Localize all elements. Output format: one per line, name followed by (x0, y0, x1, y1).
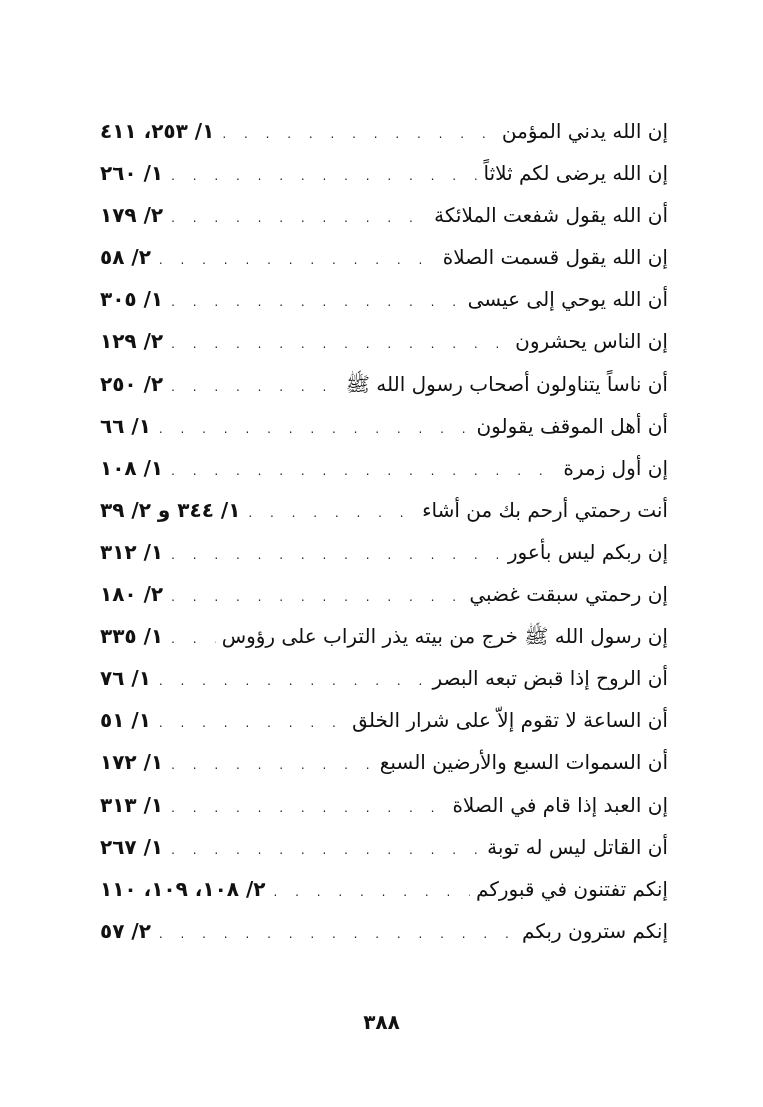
entry-reference: ٢/ ١٧٩ (100, 203, 164, 228)
index-entry (100, 699, 668, 741)
index-entry (100, 194, 668, 236)
index-entry (100, 573, 668, 615)
entry-title: إن الناس يحشرون (515, 329, 668, 354)
entry-title: إن رحمتي سبقت غضبي (469, 582, 668, 607)
dot-leader (155, 702, 346, 741)
entry-title: إن أول زمرة (563, 455, 668, 480)
index-entry (100, 910, 668, 952)
entry-reference: ٢/ ١٠٨، ١٠٩، ١١٠ (100, 876, 266, 901)
dot-leader (155, 408, 471, 447)
index-entry (100, 657, 668, 699)
index-entry (100, 110, 668, 152)
entry-reference: ٢/ ٢٥٠ (100, 371, 164, 396)
entry-reference: ١/ ٥١ (100, 708, 151, 733)
entry-reference: ٢/ ١٢٩ (100, 329, 164, 354)
dot-leader (167, 281, 461, 320)
index-entry (100, 236, 668, 278)
dot-leader (270, 871, 471, 910)
hadith-index-list (100, 110, 668, 952)
dot-leader (167, 366, 340, 405)
index-entry (100, 405, 668, 447)
entry-reference: ١/ ٢٥٣، ٤١١ (100, 119, 215, 143)
entry-title: أن ناساً يتناولون أصحاب رسول الله ﷺ (345, 371, 668, 396)
entry-title: إن العبد إذا قام في الصلاة (452, 792, 668, 817)
entry-reference: ١/ ١٧٢ (100, 750, 164, 775)
entry-reference: ١/ ٣١٢ (100, 539, 164, 564)
page-number: ٣٨٨ (363, 1010, 400, 1034)
entry-reference: ١/ ٣١٣ (100, 792, 164, 817)
entry-title: أن الروح إذا قبض تبعه البصر (432, 666, 668, 691)
dot-leader (167, 534, 502, 573)
entry-title: أن الساعة لا تقوم إلاّ على شرار الخلق (352, 708, 668, 733)
dot-leader (167, 618, 216, 657)
entry-title: أن السموات السبع والأرضين السبع (379, 750, 668, 775)
entry-reference: ١/ ٣٤٤ و ٢/ ٣٩ (100, 497, 241, 522)
entry-title: أن الله يوحي إلى عيسى (467, 287, 668, 312)
index-entry (100, 868, 668, 910)
index-entry (100, 826, 668, 868)
dot-leader (244, 492, 416, 531)
entry-reference: ١/ ٣٣٥ (100, 624, 164, 649)
index-entry (100, 363, 668, 405)
entry-reference: ١/ ٢٦٧ (100, 834, 164, 859)
entry-title: إنكم تفتنون في قبوركم (476, 876, 668, 901)
entry-title: أن أهل الموقف يقولون (476, 413, 668, 438)
entry-title: إنكم سترون ربكم (522, 918, 668, 943)
dot-leader (218, 113, 496, 152)
dot-leader (155, 660, 427, 699)
dot-leader (167, 197, 428, 236)
dot-leader (167, 155, 477, 194)
dot-leader (167, 829, 481, 868)
entry-reference: ٢/ ١٨٠ (100, 582, 164, 607)
dot-leader (167, 450, 557, 489)
index-entry (100, 531, 668, 573)
dot-leader (155, 913, 516, 952)
entry-title: أن القاتل ليس له توبة (487, 834, 668, 859)
index-entry (100, 278, 668, 320)
entry-title: إن ربكم ليس بأعور (507, 539, 668, 564)
dot-leader (167, 787, 446, 826)
entry-title: إن الله يقول قسمت الصلاة (442, 245, 668, 270)
dot-leader (167, 323, 509, 362)
entry-title: أن الله يقول شفعت الملائكة (434, 203, 668, 228)
dot-leader (167, 576, 463, 615)
index-entry (100, 489, 668, 531)
dot-leader (167, 744, 374, 783)
index-entry (100, 741, 668, 783)
entry-reference: ٢/ ٥٨ (100, 245, 151, 270)
entry-reference: ١/ ١٠٨ (100, 455, 164, 480)
index-entry (100, 784, 668, 826)
index-entry (100, 320, 668, 362)
entry-reference: ١/ ٣٠٥ (100, 287, 164, 312)
entry-title: إن رسول الله ﷺ خرج من بيته يذر التراب على رؤوس (221, 624, 668, 649)
index-entry (100, 447, 668, 489)
entry-title: إن الله يرضى لكم ثلاثاً (483, 161, 668, 186)
entry-reference: ٢/ ٥٧ (100, 918, 151, 943)
index-entry (100, 615, 668, 657)
entry-title: إن الله يدني المؤمن (501, 119, 668, 143)
entry-reference: ١/ ٢٦٠ (100, 161, 164, 186)
entry-title: أنت رحمتي أرحم بك من أشاء (422, 497, 668, 522)
index-entry (100, 152, 668, 194)
entry-reference: ١/ ٧٦ (100, 666, 151, 691)
dot-leader (155, 239, 437, 278)
entry-reference: ١/ ٦٦ (100, 413, 151, 438)
